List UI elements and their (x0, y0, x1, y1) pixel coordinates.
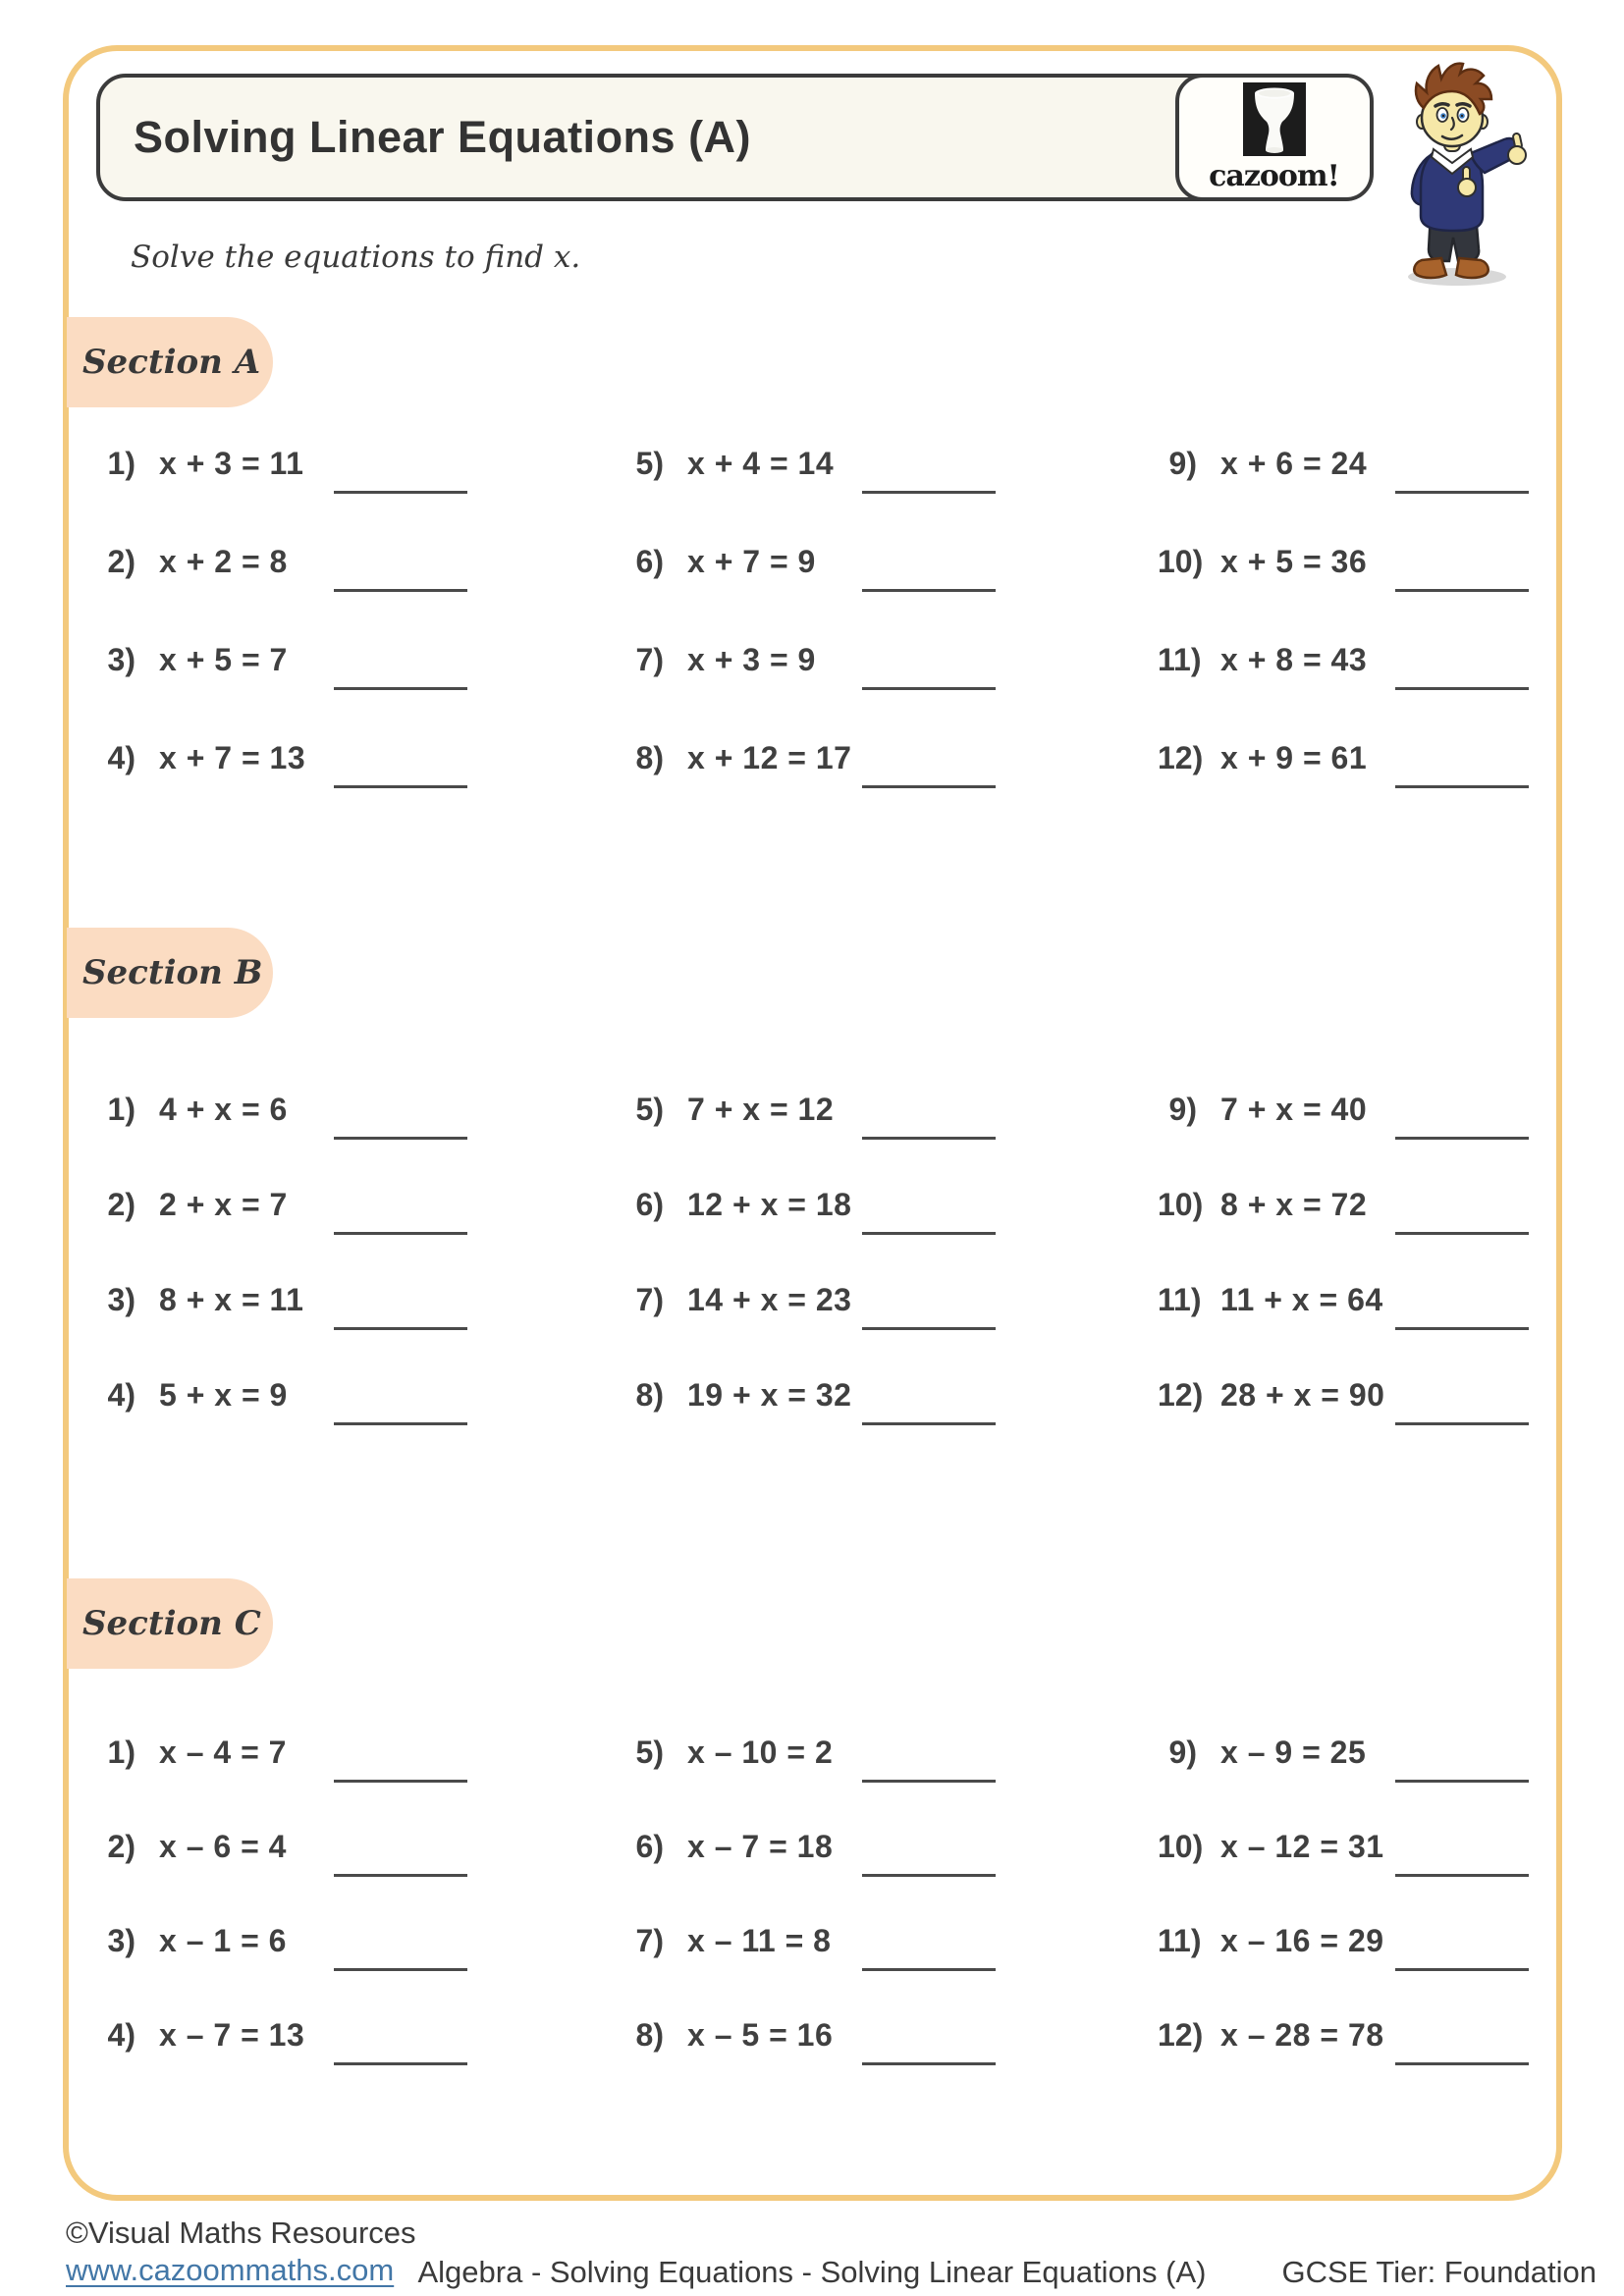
equation-text: 11 + x = 64 (1220, 1282, 1383, 1317)
problem-row (1158, 542, 1536, 640)
problem-row (96, 444, 469, 542)
problem-number: 11) (1158, 1923, 1202, 1958)
answer-line[interactable] (334, 2062, 467, 2065)
problem-number: 3) (107, 1282, 135, 1317)
problem-number: 2) (107, 1187, 135, 1222)
equation-text: x + 8 = 43 (1220, 642, 1368, 677)
problem-number: 5) (635, 1092, 664, 1127)
problem-number: 9) (1168, 1735, 1197, 1770)
problem-number: 3) (107, 642, 135, 677)
equation-text: x + 9 = 61 (1220, 740, 1368, 775)
problem-row (96, 2015, 469, 2109)
equation-text: 2 + x = 7 (159, 1187, 288, 1222)
problem-row (1158, 640, 1536, 738)
equation-text: x – 6 = 4 (159, 1829, 287, 1864)
problem-number: 6) (635, 1829, 664, 1864)
answer-line[interactable] (334, 1137, 467, 1140)
problem-row (96, 1733, 469, 1827)
section-c-problems (96, 1733, 1536, 2109)
website-link[interactable]: www.cazoommaths.com (66, 2253, 395, 2287)
equation-text: x – 5 = 16 (687, 2017, 834, 2053)
problem-number: 6) (635, 544, 664, 579)
problem-row (624, 1280, 1002, 1375)
page-title: Solving Linear Equations (A) (134, 112, 752, 162)
problem-row (624, 1921, 1002, 2015)
problem-number: 11) (1158, 642, 1202, 677)
cazoom-logo (1175, 74, 1374, 201)
equation-text: x – 16 = 29 (1220, 1923, 1384, 1958)
section-c-label: Section C (82, 1604, 261, 1643)
problem-number: 10) (1158, 1187, 1204, 1222)
answer-line[interactable] (334, 589, 467, 592)
problem-row (96, 542, 469, 640)
copyright-text: ©Visual Maths Resources (66, 2216, 416, 2250)
problem-number: 1) (107, 1092, 135, 1127)
problem-number: 2) (107, 1829, 135, 1864)
answer-line[interactable] (1395, 1327, 1529, 1330)
equation-text: 12 + x = 18 (687, 1187, 852, 1222)
equation-text: 14 + x = 23 (687, 1282, 852, 1317)
problem-row (624, 1090, 1002, 1185)
answer-line[interactable] (1395, 687, 1529, 690)
problem-number: 12) (1158, 740, 1204, 775)
mascot-boy-illustration (1398, 57, 1555, 293)
instruction-text: Solve the equations to find x. (131, 240, 581, 275)
equation-text: x – 12 = 31 (1220, 1829, 1384, 1864)
title-bar (96, 74, 1373, 201)
section-a-problems (96, 444, 1536, 836)
section-b-problems (96, 1090, 1536, 1470)
problem-number: 3) (107, 1923, 135, 1958)
problem-row (624, 1375, 1002, 1470)
problem-number: 10) (1158, 1829, 1204, 1864)
equation-text: 7 + x = 40 (1220, 1092, 1368, 1127)
answer-line[interactable] (334, 687, 467, 690)
answer-line[interactable] (334, 491, 467, 494)
answer-line[interactable] (334, 1968, 467, 1971)
equation-text: x – 4 = 7 (159, 1735, 287, 1770)
problem-number: 6) (635, 1187, 664, 1222)
answer-line[interactable] (862, 1232, 996, 1235)
problem-number: 7) (635, 1923, 664, 1958)
problem-row (96, 1921, 469, 2015)
problem-number: 8) (635, 1377, 664, 1413)
answer-line[interactable] (862, 1968, 996, 1971)
problem-number: 1) (107, 446, 135, 481)
worksheet-category: Algebra - Solving Equations - Solving Linear Equations (A) (417, 2255, 1207, 2289)
problem-row (624, 1185, 1002, 1280)
equation-text: 8 + x = 72 (1220, 1187, 1368, 1222)
problem-number: 5) (635, 446, 664, 481)
problem-row (624, 738, 1002, 836)
answer-line[interactable] (862, 687, 996, 690)
problem-number: 11) (1158, 1282, 1202, 1317)
answer-line[interactable] (862, 785, 996, 788)
answer-line[interactable] (1395, 2062, 1529, 2065)
problem-row (1158, 1185, 1536, 1280)
problem-row (624, 542, 1002, 640)
section-b-label: Section B (82, 953, 263, 992)
equation-text: 19 + x = 32 (687, 1377, 852, 1413)
equation-text: 7 + x = 12 (687, 1092, 835, 1127)
problem-row (1158, 1280, 1536, 1375)
problem-row (1158, 1733, 1536, 1827)
equation-text: x + 7 = 13 (159, 740, 306, 775)
equation-text: x – 7 = 13 (159, 2017, 305, 2053)
answer-line[interactable] (1395, 1232, 1529, 1235)
problem-number: 5) (635, 1735, 664, 1770)
answer-line[interactable] (862, 589, 996, 592)
equation-text: x + 3 = 9 (687, 642, 816, 677)
answer-line[interactable] (862, 1874, 996, 1877)
answer-line[interactable] (862, 491, 996, 494)
problem-row (1158, 1921, 1536, 2015)
problem-row (96, 1090, 469, 1185)
problem-row (96, 1375, 469, 1470)
equation-text: x + 7 = 9 (687, 544, 816, 579)
equation-text: x + 5 = 36 (1220, 544, 1368, 579)
answer-line[interactable] (334, 1232, 467, 1235)
answer-line[interactable] (1395, 589, 1529, 592)
equation-text: x + 6 = 24 (1220, 446, 1368, 481)
equation-text: x + 12 = 17 (687, 740, 852, 775)
problem-row (624, 2015, 1002, 2109)
equation-text: x + 2 = 8 (159, 544, 288, 579)
problem-number: 2) (107, 544, 135, 579)
equation-text: x – 9 = 25 (1220, 1735, 1367, 1770)
problem-number: 1) (107, 1735, 135, 1770)
logo-wordmark: cazoom! (1209, 159, 1339, 193)
equation-text: x – 11 = 8 (687, 1923, 832, 1958)
problem-number: 4) (107, 740, 135, 775)
problem-row (1158, 1375, 1536, 1470)
problem-row (1158, 738, 1536, 836)
problem-row (1158, 444, 1536, 542)
answer-line[interactable] (334, 1874, 467, 1877)
problem-number: 7) (635, 1282, 664, 1317)
answer-line[interactable] (334, 1327, 467, 1330)
section-a-header (67, 317, 273, 407)
problem-row (1158, 2015, 1536, 2109)
answer-line[interactable] (1395, 1137, 1529, 1140)
section-c-header (67, 1578, 273, 1669)
equation-text: 4 + x = 6 (159, 1092, 288, 1127)
problem-row (96, 738, 469, 836)
answer-line[interactable] (1395, 1968, 1529, 1971)
problem-number: 12) (1158, 2017, 1204, 2053)
equation-text: 5 + x = 9 (159, 1377, 288, 1413)
problem-row (96, 1280, 469, 1375)
problem-number: 7) (635, 642, 664, 677)
answer-line[interactable] (1395, 785, 1529, 788)
problem-number: 9) (1168, 1092, 1197, 1127)
answer-line[interactable] (334, 1780, 467, 1783)
problem-number: 9) (1168, 446, 1197, 481)
problem-row (96, 640, 469, 738)
section-b-header (67, 928, 273, 1018)
problem-row (96, 1827, 469, 1921)
problem-row (1158, 1090, 1536, 1185)
answer-line[interactable] (1395, 1422, 1529, 1425)
answer-line[interactable] (862, 1327, 996, 1330)
answer-line[interactable] (862, 2062, 996, 2065)
answer-line[interactable] (862, 1137, 996, 1140)
answer-line[interactable] (1395, 491, 1529, 494)
problem-number: 8) (635, 2017, 664, 2053)
problem-number: 8) (635, 740, 664, 775)
problem-row (624, 1827, 1002, 1921)
problem-row (624, 1733, 1002, 1827)
equation-text: x – 7 = 18 (687, 1829, 834, 1864)
equation-text: x + 3 = 11 (159, 446, 304, 481)
answer-line[interactable] (334, 1422, 467, 1425)
problem-row (624, 640, 1002, 738)
problem-number: 4) (107, 1377, 135, 1413)
equation-text: x – 28 = 78 (1220, 2017, 1384, 2053)
problem-row (96, 1185, 469, 1280)
equation-text: x + 5 = 7 (159, 642, 288, 677)
equation-text: x – 10 = 2 (687, 1735, 834, 1770)
djembe-drum-icon (1243, 82, 1306, 161)
answer-line[interactable] (1395, 1874, 1529, 1877)
problem-number: 12) (1158, 1377, 1204, 1413)
answer-line[interactable] (862, 1422, 996, 1425)
answer-line[interactable] (334, 785, 467, 788)
problem-row (624, 444, 1002, 542)
answer-line[interactable] (862, 1780, 996, 1783)
problem-row (1158, 1827, 1536, 1921)
problem-number: 4) (107, 2017, 135, 2053)
problem-number: 10) (1158, 544, 1204, 579)
section-a-label: Section A (82, 343, 261, 382)
equation-text: 28 + x = 90 (1220, 1377, 1385, 1413)
answer-line[interactable] (1395, 1780, 1529, 1783)
equation-text: 8 + x = 11 (159, 1282, 304, 1317)
tier-label: GCSE Tier: Foundation (1281, 2255, 1597, 2289)
equation-text: x – 1 = 6 (159, 1923, 287, 1958)
equation-text: x + 4 = 14 (687, 446, 835, 481)
